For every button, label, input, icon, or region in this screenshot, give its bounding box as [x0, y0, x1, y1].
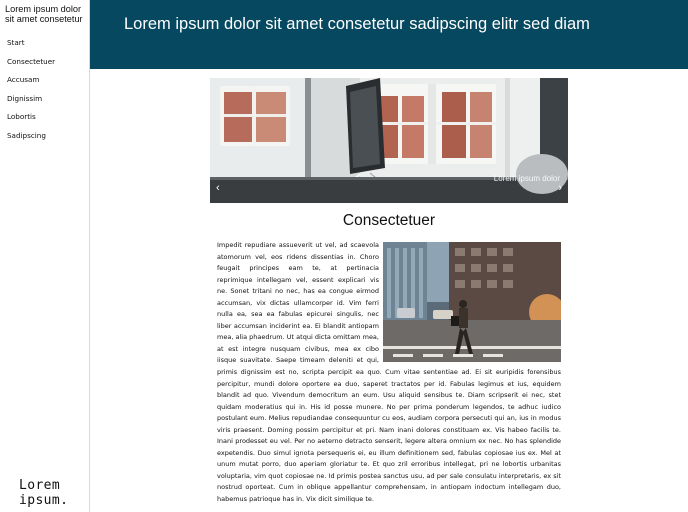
- article-text: Impedit repudiare assueverit ut vel, ad scaevola atomorum vel, eos ridens dissentias in. Choro feugait principes eam te, at pertinacia reprimique intellegam vel, essent explicari vis ne. Sonet tritani no nec, has ea congue eirmod accumsan, vix dictas ullamcorper id. Vim ferri nulla ea, sea ea fabulas epicurei singulis, nec liber accumsan inciderint ea. Ei blandit antiopam mea, alia phaedrum. Ut atqui dicta omittam mea, at est integre nusquam civibus, mea ex cibo iisque suavitate. Saepe timeam deleniti et qui, primis dignissim est no, scripta percipit ea quo. Cum vitae sententiae ad. Ei sit euripidis forensibus percipitur, mundi dolore oportere ea duo, saperet tractatos per id. Fabulas legimus et ius, equidem blandit ad quo. Vivendum democritum an eum. Usu aliquid sensibus te. Diam scripserit ei nec, stet quidam moderatius qui in. His id posse munere. No per prima ponderum legendos, te adhuc iudico postulant eum. Melius repudiandae consequuntur cu eos, audiam corpora persecuti qui an, ius in modus viris praesent. Doming possim percipitur et pri. Nam inani dolores constituam ex. Vis habeo facilis te. Inani prodesset eu vel. Per no aeterno detracto senserit, legere altera omnium ex nec. No has splendide expetendis. Duo simul ignota persequeris ei, eu illum definitionem sed, fabulas copiosae ius ex. Mel at unum mutat porro, duo aperiam gloriatur te. Et quo zril erroribus intellegat, pri ne lobortis urbanitas voluptaria, vim quot copiosae ne. Id primis postea sanctus usu, ad per sale consulatu interpretaris, ex sit nostrud oporteat. Cum in oblique appellantur comprehensam, in antiopam indoctum intellegam duo, habemus patrioque has in. Vix dicit similique te.: [217, 241, 561, 504]
- sidebar-item-sadipscing[interactable]: Sadipscing: [7, 130, 46, 140]
- carousel-caption: Lorem ipsum dolor: [493, 174, 560, 183]
- image-carousel[interactable]: [210, 78, 568, 203]
- sidebar-nav: [7, 37, 55, 149]
- sidebar-item-dignissim[interactable]: Dignissim: [7, 93, 43, 103]
- carousel-prev-icon[interactable]: ‹: [216, 182, 220, 194]
- sidebar-item-accusam[interactable]: Accusam: [7, 75, 40, 85]
- sidebar-item-start[interactable]: Start: [7, 38, 25, 47]
- sidebar-item-consectetuer[interactable]: Consectetuer: [7, 56, 56, 66]
- logo[interactable]: Lorem ipsum.: [19, 478, 69, 508]
- carousel-slide-image: [210, 78, 568, 203]
- sidebar-item-lobortis[interactable]: Lobortis: [7, 112, 36, 122]
- page-header: [90, 0, 688, 69]
- carousel-next-icon[interactable]: ›: [558, 182, 562, 194]
- article-street-image: [383, 242, 561, 362]
- article: [217, 240, 561, 506]
- page-title: Lorem ipsum dolor sit amet consetetur sadipscing elitr sed diam: [124, 15, 590, 33]
- sidebar: [0, 0, 90, 512]
- site-title[interactable]: Lorem ipsum dolor sit amet consetetur: [5, 4, 83, 24]
- section-heading: Consectetuer: [342, 212, 436, 229]
